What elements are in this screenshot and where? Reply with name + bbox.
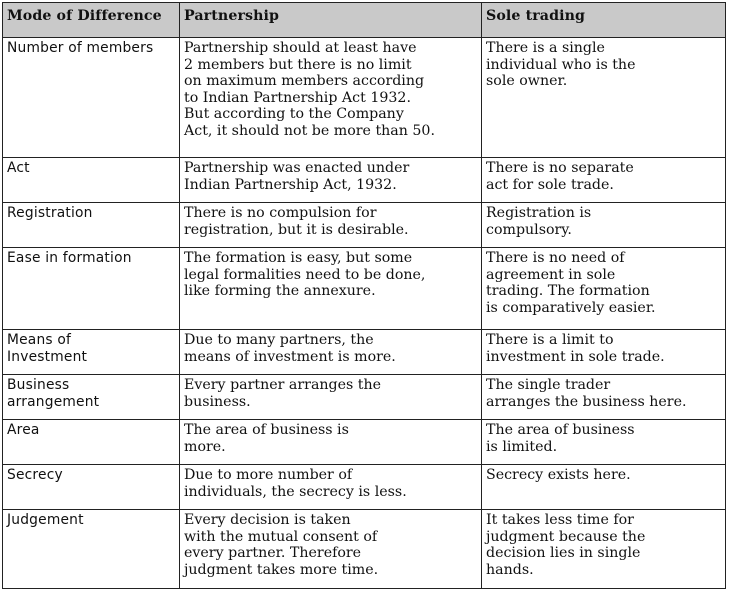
sole-trading-cell: The single trader arranges the business here. xyxy=(482,375,726,420)
partnership-cell: Partnership should at least have 2 members but there is no limit on maximum members according to Indian Partnership Act 1932. But according to the Company Act, it should not be more than 50. xyxy=(180,38,482,158)
table-row xyxy=(3,420,726,465)
partnership-cell: Due to many partners, the means of investment is more. xyxy=(180,330,482,375)
row-label: Judgement xyxy=(3,510,180,589)
sole-trading-cell: Secrecy exists here. xyxy=(482,465,726,510)
table-row xyxy=(3,465,726,510)
header-row xyxy=(3,3,726,38)
table-header xyxy=(3,3,726,38)
table-row xyxy=(3,330,726,375)
sole-trading-cell: Registration is compulsory. xyxy=(482,203,726,248)
row-label: Business arrangement xyxy=(3,375,180,420)
table-row xyxy=(3,203,726,248)
partnership-cell: Due to more number of individuals, the secrecy is less. xyxy=(180,465,482,510)
sole-trading-cell: It takes less time for judgment because the decision lies in single hands. xyxy=(482,510,726,589)
table-row xyxy=(3,375,726,420)
table-row xyxy=(3,510,726,589)
row-label: Number of members xyxy=(3,38,180,158)
row-label: Area xyxy=(3,420,180,465)
table-row xyxy=(3,248,726,330)
table-body xyxy=(3,38,726,589)
header-mode-of-difference: Mode of Difference xyxy=(3,3,180,38)
sole-trading-cell: The area of business is limited. xyxy=(482,420,726,465)
header-sole-trading: Sole trading xyxy=(482,3,726,38)
row-label: Ease in formation xyxy=(3,248,180,330)
row-label: Secrecy xyxy=(3,465,180,510)
sole-trading-cell: There is a limit to investment in sole trade. xyxy=(482,330,726,375)
table-row xyxy=(3,38,726,158)
partnership-cell: There is no compulsion for registration, but it is desirable. xyxy=(180,203,482,248)
partnership-cell: Every decision is taken with the mutual consent of every partner. Therefore judgment takes more time. xyxy=(180,510,482,589)
partnership-cell: Partnership was enacted under Indian Partnership Act, 1932. xyxy=(180,158,482,203)
partnership-cell: The formation is easy, but some legal formalities need to be done, like forming the annexure. xyxy=(180,248,482,330)
partnership-cell: The area of business is more. xyxy=(180,420,482,465)
header-partnership: Partnership xyxy=(180,3,482,38)
partnership-cell: Every partner arranges the business. xyxy=(180,375,482,420)
sole-trading-cell: There is a single individual who is the sole owner. xyxy=(482,38,726,158)
comparison-table xyxy=(2,2,726,589)
row-label: Registration xyxy=(3,203,180,248)
table-row xyxy=(3,158,726,203)
sole-trading-cell: There is no need of agreement in sole trading. The formation is comparatively easier. xyxy=(482,248,726,330)
sole-trading-cell: There is no separate act for sole trade. xyxy=(482,158,726,203)
row-label: Act xyxy=(3,158,180,203)
row-label: Means of Investment xyxy=(3,330,180,375)
